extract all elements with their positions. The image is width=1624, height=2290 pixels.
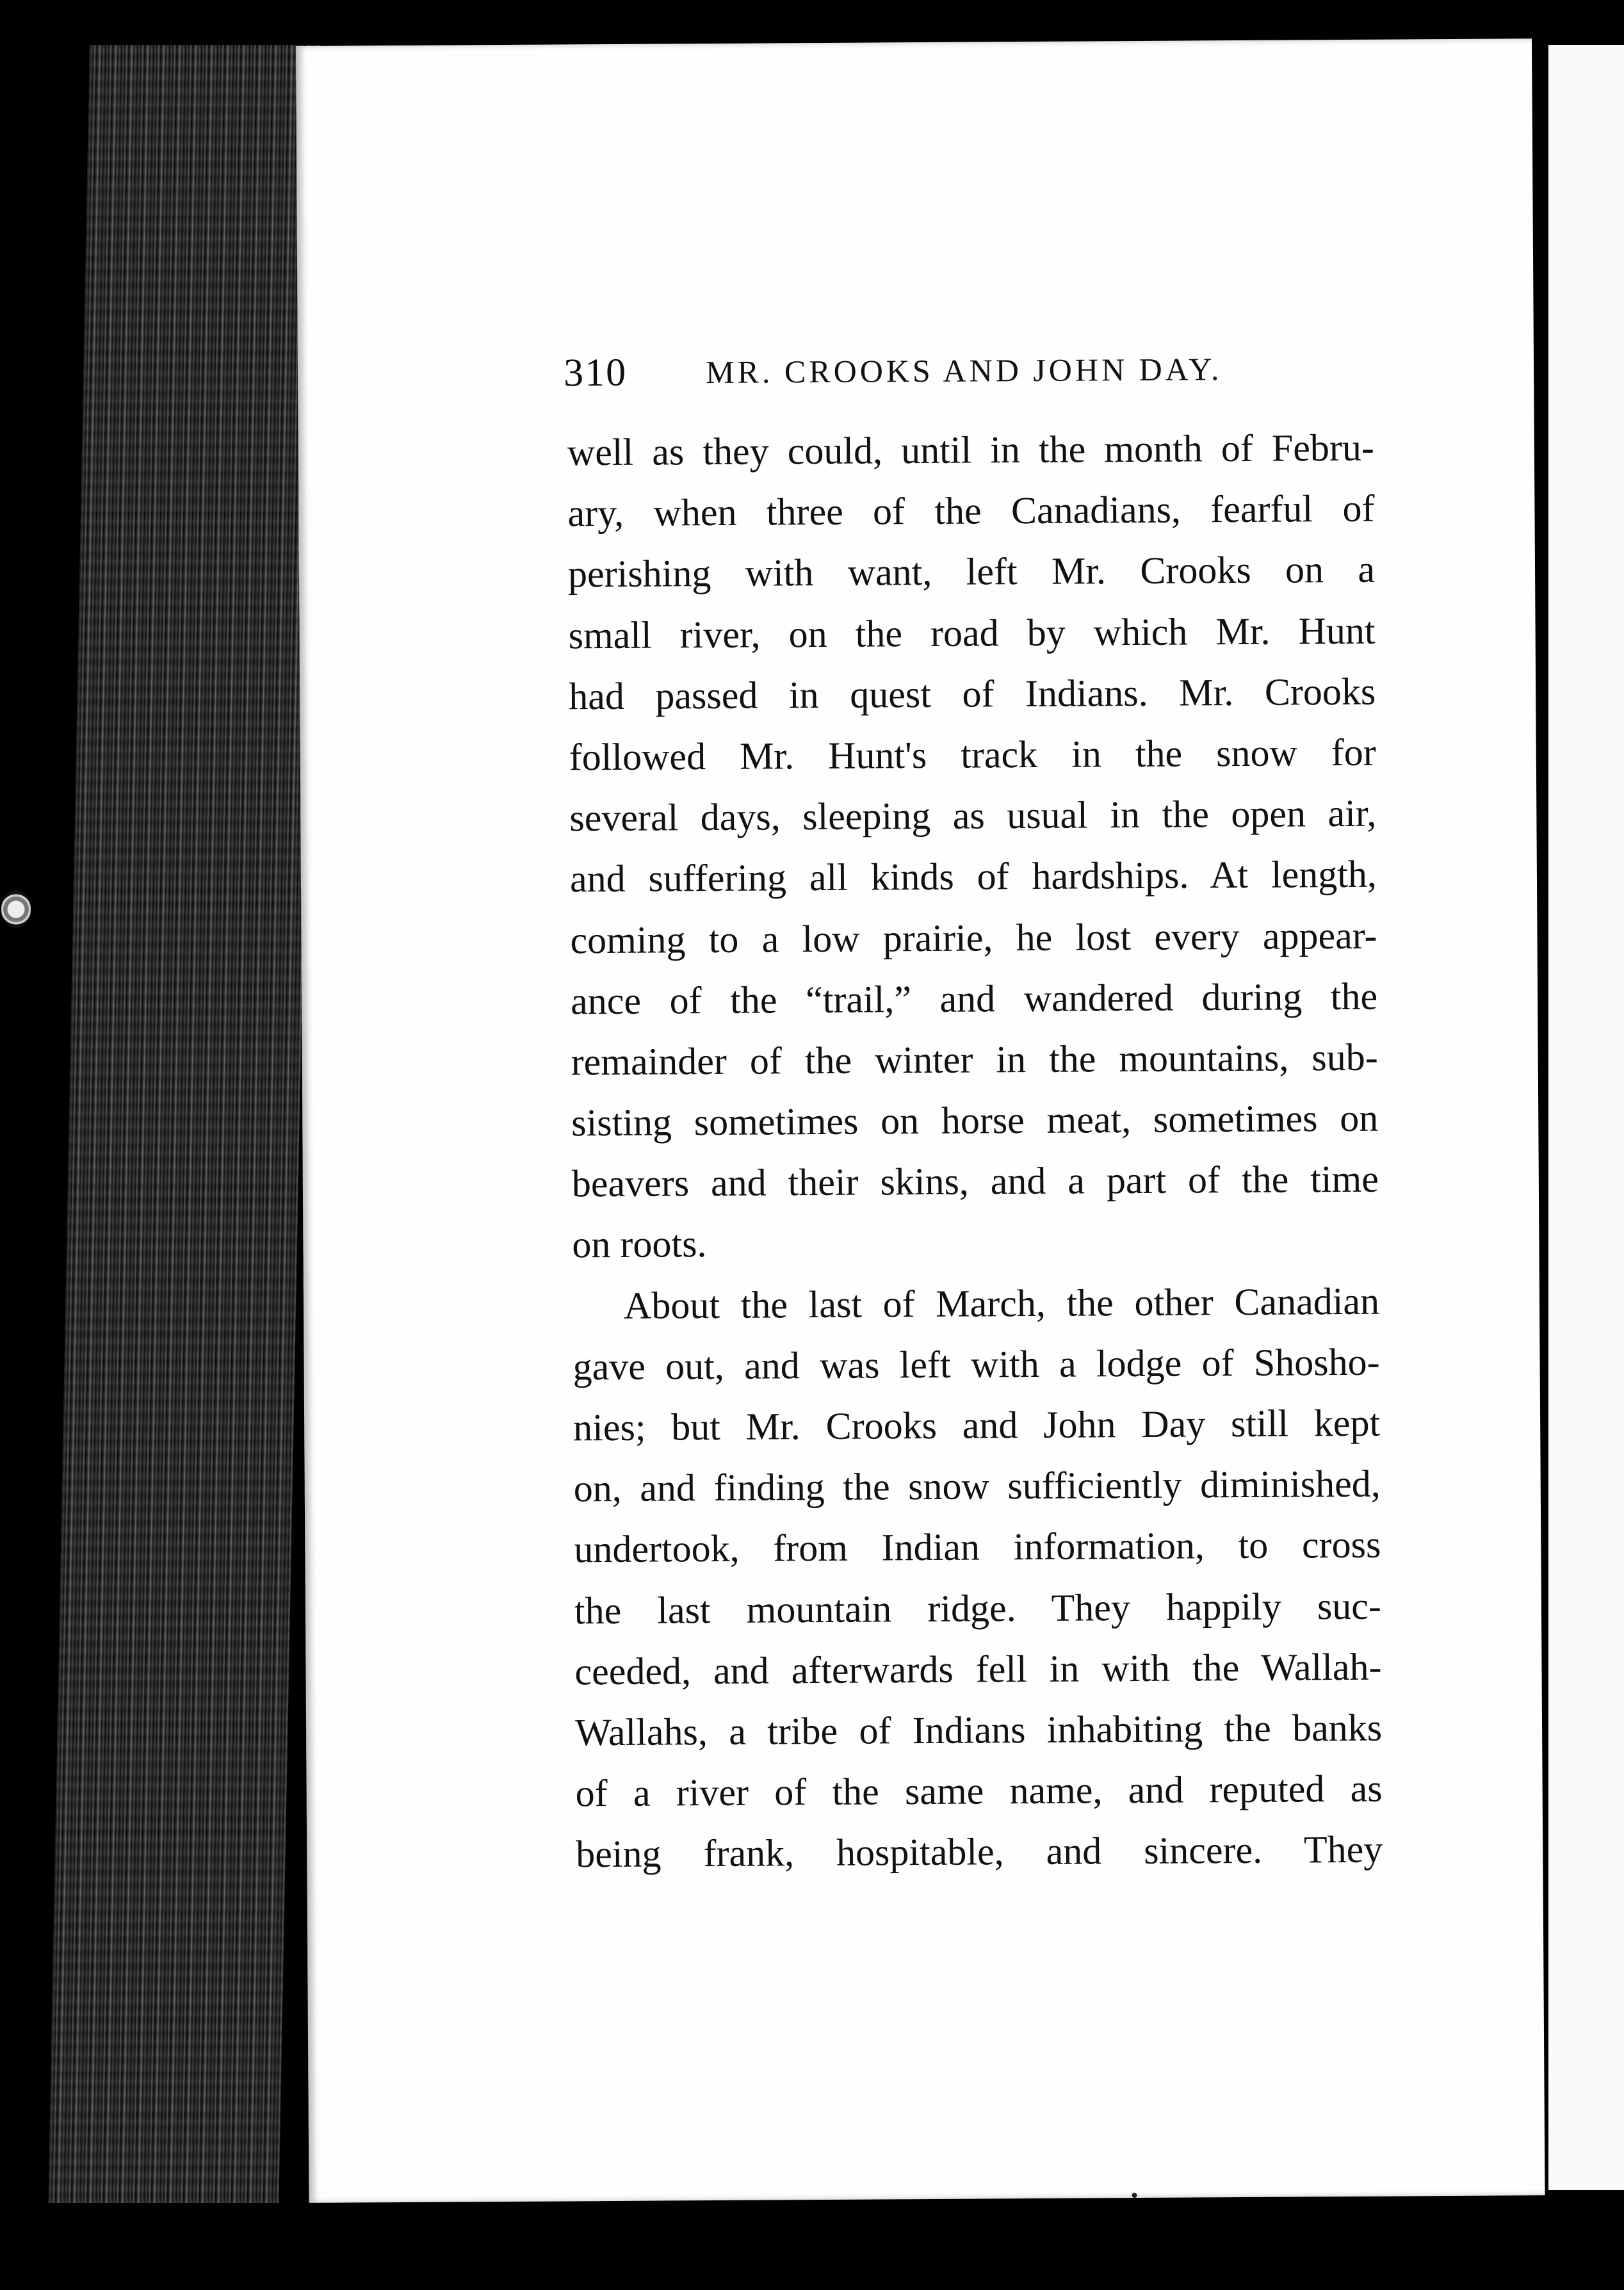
text-line: ceeded, and afterwards fell in with the Wallah- — [574, 1645, 1382, 1693]
text-line: remainder of the winter in the mountains, sub- — [571, 1035, 1378, 1084]
text-line: on roots. — [572, 1222, 707, 1266]
text-line: ance of the “trail,” and wandered during the — [570, 975, 1378, 1023]
text-line: Wallahs, a tribe of Indians inhabiting the banks — [574, 1706, 1383, 1754]
book-page-edge — [48, 45, 320, 2203]
text-line: followed Mr. Hunt's track in the snow for — [569, 731, 1376, 779]
text-line: perishing with want, left Mr. Crooks on a — [567, 548, 1376, 596]
text-line: on, and finding the snow sufficiently diminished, — [573, 1462, 1381, 1510]
running-head: MR. CROOKS AND JOHN DAY. — [705, 351, 1222, 391]
text-line: About the last of March, the other Canadian — [623, 1279, 1380, 1327]
text-line: the last mountain ridge. They happily suc- — [574, 1584, 1382, 1632]
body-text — [567, 418, 1383, 1885]
text-line: being frank, hospitable, and sincere. They — [576, 1828, 1383, 1876]
book-page — [296, 38, 1545, 2203]
text-line: undertook, from Indian information, to cross — [574, 1523, 1381, 1571]
ornament-icon — [1, 890, 31, 929]
text-line: coming to a low prairie, he lost every appear- — [570, 914, 1377, 961]
text-line: small river, on the road by which Mr. Hunt — [568, 609, 1376, 656]
paragraph-2 — [572, 1271, 1383, 1885]
text-line: had passed in quest of Indians. Mr. Crooks — [569, 670, 1376, 718]
text-line: and suffering all kinds of hardships. At length, — [569, 853, 1377, 900]
page-header — [564, 345, 1563, 409]
text-line: of a river of the same name, and reputed as — [575, 1767, 1383, 1815]
text-line: nies; but Mr. Crooks and John Day still kept — [572, 1401, 1381, 1449]
page-speck — [1132, 2193, 1137, 2198]
text-line: well as they could, until in the month of Febru- — [567, 426, 1375, 474]
page-number: 310 — [563, 350, 628, 395]
text-line: beavers and their skins, and a part of the time — [571, 1157, 1379, 1205]
text-line: ary, when three of the Canadians, fearful of — [567, 487, 1375, 535]
text-line: gave out, and was left with a lodge of Shosho- — [572, 1340, 1380, 1388]
paragraph-1 — [567, 418, 1379, 1276]
text-line: several days, sleeping as usual in the open air, — [569, 792, 1377, 840]
text-line: sisting sometimes on horse meat, sometimes on — [571, 1096, 1379, 1144]
